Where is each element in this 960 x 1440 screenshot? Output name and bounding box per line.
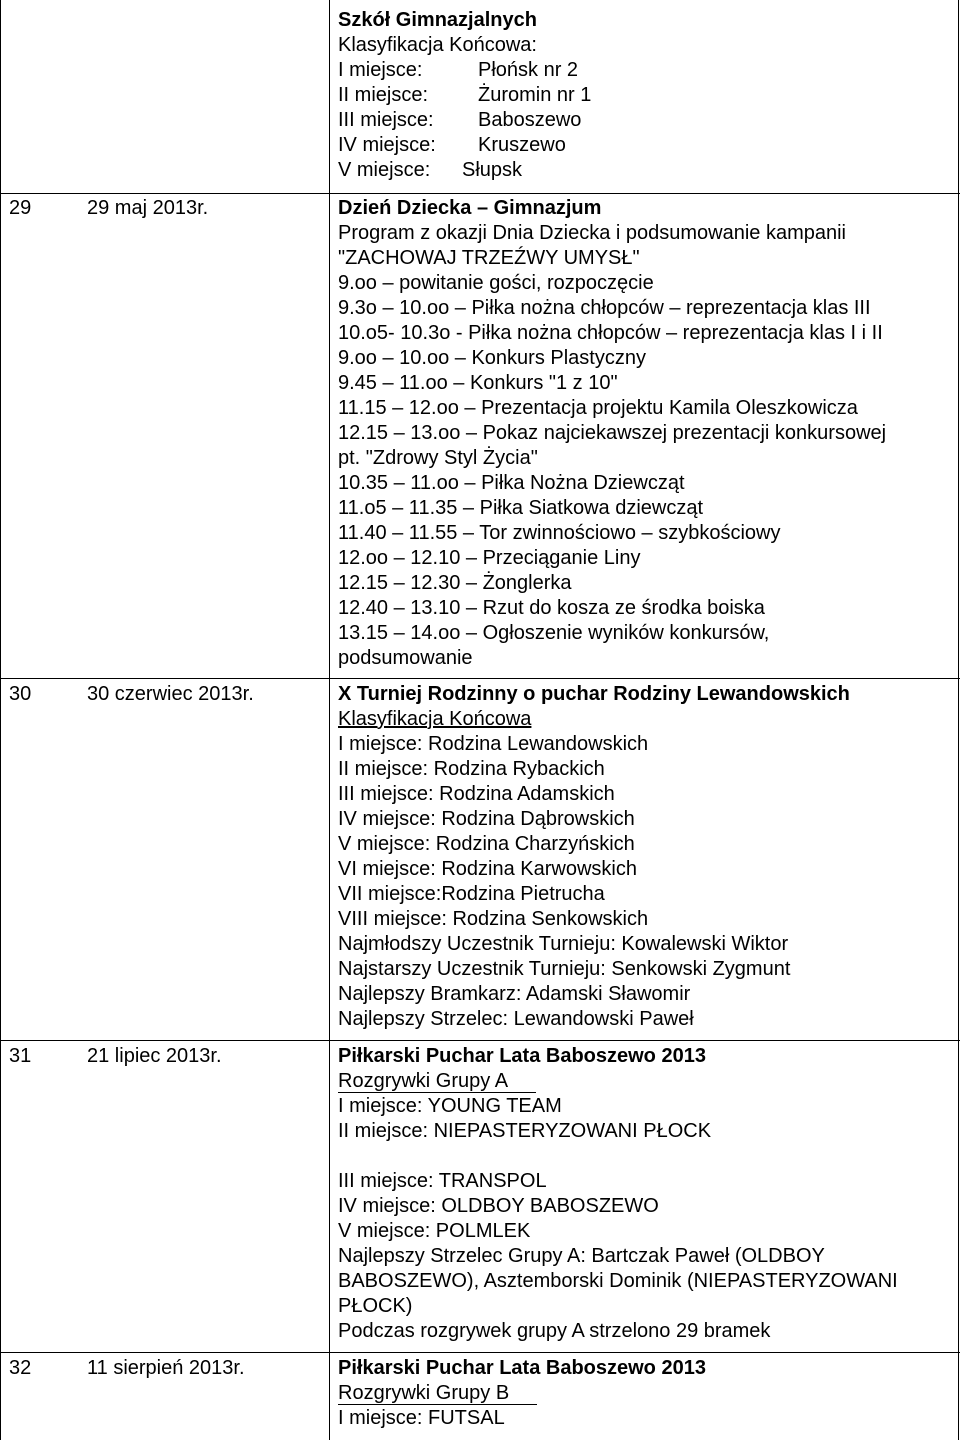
event-subtitle: Klasyfikacja Końcowa xyxy=(338,708,532,730)
row-date: 21 lipiec 2013r. xyxy=(87,1045,222,1067)
event-subtitle: Rozgrywki Grupy A xyxy=(338,1070,536,1093)
event-line: Program z okazji Dnia Dziecka i podsumowanie kampanii xyxy=(338,222,846,244)
school-results-subtitle: Klasyfikacja Końcowa: xyxy=(338,34,537,56)
place-value: Baboszewo xyxy=(478,109,582,131)
row-number: 31 xyxy=(9,1045,32,1067)
row-date: 11 sierpień 2013r. xyxy=(87,1357,245,1379)
event-line: VI miejsce: Rodzina Karwowskich xyxy=(338,858,637,880)
row-number: 32 xyxy=(9,1357,32,1379)
event-line: 10.35 – 11.oo – Piłka Nożna Dziewcząt xyxy=(338,472,685,494)
row-date: 30 czerwiec 2013r. xyxy=(87,683,254,705)
event-title: X Turniej Rodzinny o puchar Rodziny Lewandowskich xyxy=(338,683,850,705)
school-results-title: Szkół Gimnazjalnych xyxy=(338,9,537,31)
place-row xyxy=(338,83,953,108)
event-line: 13.15 – 14.oo – Ogłoszenie wyników konkursów, xyxy=(338,622,770,644)
event-line: 11.o5 – 11.35 – Piłka Siatkowa dziewcząt xyxy=(338,497,704,519)
event-line: 9.oo – powitanie gości, rozpoczęcie xyxy=(338,272,654,294)
blank-line xyxy=(338,1144,953,1169)
event-cell xyxy=(338,682,953,1032)
event-line: II miejsce: NIEPASTERYZOWANI PŁOCK xyxy=(338,1120,712,1142)
table-border-right xyxy=(958,0,959,1440)
event-line: VII miejsce:Rodzina Pietrucha xyxy=(338,883,605,905)
event-line: Podczas rozgrywek grupy A strzelono 29 bramek xyxy=(338,1320,771,1342)
row-divider xyxy=(0,193,960,194)
event-subtitle: Rozgrywki Grupy B xyxy=(338,1382,537,1405)
event-line: 9.3o – 10.oo – Piłka nożna chłopców – reprezentacja klas III xyxy=(338,297,871,319)
event-line: 12.oo – 12.10 – Przeciąganie Liny xyxy=(338,547,641,569)
place-row xyxy=(338,158,953,183)
event-cell xyxy=(338,1044,953,1344)
event-line: pt. "Zdrowy Styl Życia" xyxy=(338,447,538,469)
event-title: Dzień Dziecka – Gimnazjum xyxy=(338,197,602,219)
column-divider xyxy=(329,0,330,1440)
event-subtitle-row xyxy=(338,1381,953,1406)
event-line: III miejsce: TRANSPOL xyxy=(338,1170,547,1192)
event-line: VIII miejsce: Rodzina Senkowskich xyxy=(338,908,649,930)
event-line: podsumowanie xyxy=(338,647,473,669)
place-row xyxy=(338,108,953,133)
event-line: 12.40 – 13.10 – Rzut do kosza ze środka boiska xyxy=(338,597,765,619)
place-label: II miejsce: xyxy=(338,84,429,106)
event-line: "ZACHOWAJ TRZEŹWY UMYSŁ" xyxy=(338,247,640,269)
event-line: I miejsce: YOUNG TEAM xyxy=(338,1095,562,1117)
place-value: Kruszewo xyxy=(478,134,566,156)
place-label: V miejsce: xyxy=(338,159,431,181)
place-value: Słupsk xyxy=(462,159,523,181)
event-line: II miejsce: Rodzina Rybackich xyxy=(338,758,605,780)
event-line: III miejsce: Rodzina Adamskich xyxy=(338,783,615,805)
row-number: 30 xyxy=(9,683,32,705)
event-cell xyxy=(338,1356,953,1431)
row-divider xyxy=(0,1040,960,1041)
event-line: 9.45 – 11.oo – Konkurs "1 z 10" xyxy=(338,372,618,394)
event-line: 11.40 – 11.55 – Tor zwinnościowo – szybkościowy xyxy=(338,522,781,544)
event-line: Najmłodszy Uczestnik Turnieju: Kowalewski Wiktor xyxy=(338,933,789,955)
event-line: Najlepszy Strzelec: Lewandowski Paweł xyxy=(338,1008,694,1030)
event-line: IV miejsce: Rodzina Dąbrowskich xyxy=(338,808,635,830)
event-line: IV miejsce: OLDBOY BABOSZEWO xyxy=(338,1195,659,1217)
event-line: I miejsce: Rodzina Lewandowskich xyxy=(338,733,649,755)
event-line: 9.oo – 10.oo – Konkurs Plastyczny xyxy=(338,347,646,369)
event-line: I miejsce: FUTSAL xyxy=(338,1407,505,1429)
event-title: Piłkarski Puchar Lata Baboszewo 2013 xyxy=(338,1357,706,1379)
place-row xyxy=(338,133,953,158)
row-divider xyxy=(0,678,960,679)
school-results-cell xyxy=(338,8,953,183)
place-row xyxy=(338,58,953,83)
place-label: IV miejsce: xyxy=(338,134,436,156)
event-title: Piłkarski Puchar Lata Baboszewo 2013 xyxy=(338,1045,706,1067)
table-border-left xyxy=(0,0,1,1440)
row-date: 29 maj 2013r. xyxy=(87,197,209,219)
place-label: III miejsce: xyxy=(338,109,434,131)
row-divider xyxy=(0,1352,960,1353)
event-line: V miejsce: POLMLEK xyxy=(338,1220,531,1242)
event-line: 10.o5- 10.3o - Piłka nożna chłopców – reprezentacja klas I i II xyxy=(338,322,883,344)
place-value: Żuromin nr 1 xyxy=(478,84,592,106)
row-number: 29 xyxy=(9,197,32,219)
event-subtitle-row xyxy=(338,1069,953,1094)
event-scorer-text: Najlepszy Strzelec Grupy A: Bartczak Paweł (OLDBOY BABOSZEWO), Asztemborski Dominik (NIEPASTERYZOWANI PŁOCK) xyxy=(338,1245,898,1317)
event-line: Najstarszy Uczestnik Turnieju: Senkowski Zygmunt xyxy=(338,958,791,980)
event-cell xyxy=(338,196,953,671)
event-line: Najlepszy Bramkarz: Adamski Sławomir xyxy=(338,983,691,1005)
place-value: Płońsk nr 2 xyxy=(478,59,579,81)
event-line: 11.15 – 12.oo – Prezentacja projektu Kamila Oleszkowicza xyxy=(338,397,858,419)
event-line: 12.15 – 12.30 – Żonglerka xyxy=(338,572,572,594)
event-line: 12.15 – 13.oo – Pokaz najciekawszej prezentacji konkursowej xyxy=(338,422,887,444)
place-label: I miejsce: xyxy=(338,59,423,81)
event-line: V miejsce: Rodzina Charzyńskich xyxy=(338,833,635,855)
